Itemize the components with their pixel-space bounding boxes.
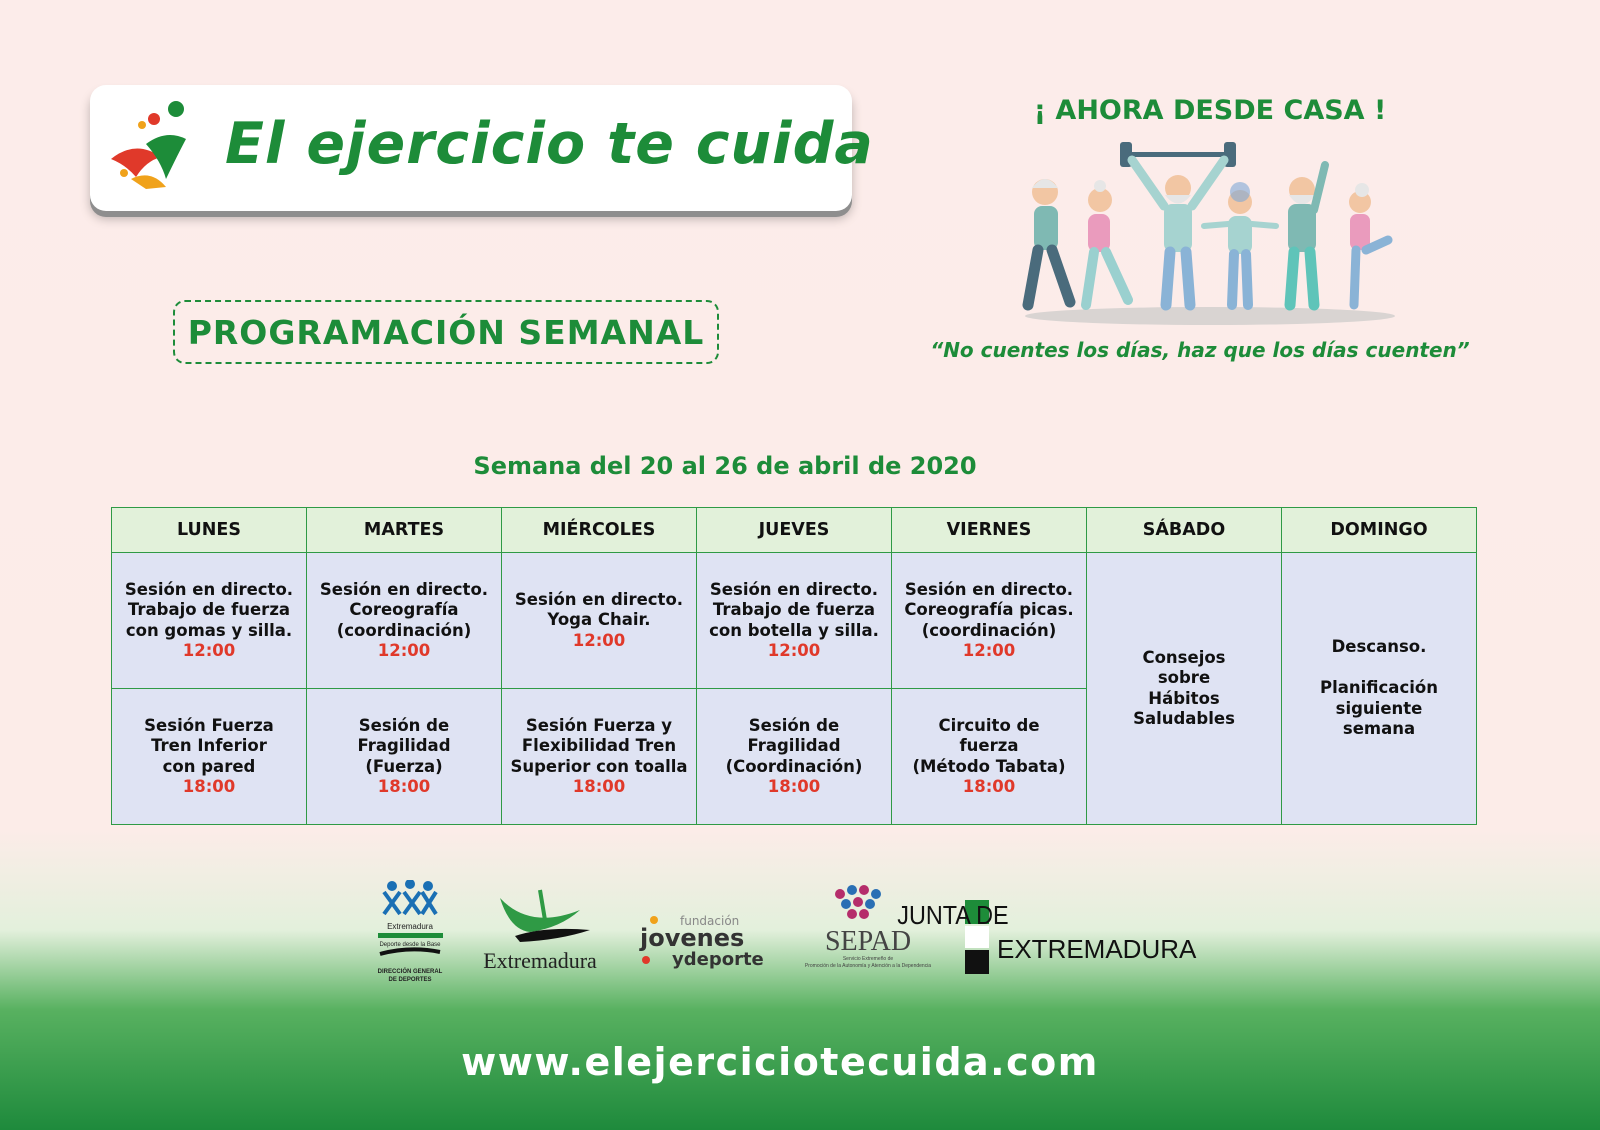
session-line: (Coordinación) — [725, 756, 863, 776]
week-label-text: Semana del 20 al 26 de abril de 2020 — [473, 452, 977, 480]
section-heading: PROGRAMACIÓN SEMANAL — [173, 300, 719, 364]
logo-text: fundación — [680, 914, 740, 928]
logo-text: jovenes — [640, 924, 745, 952]
fundacion-jovenes-logo — [639, 914, 764, 970]
session-line: Circuito de — [938, 715, 1040, 735]
session-time: 18:00 — [767, 777, 821, 796]
session-line: (Método Tabata) — [912, 756, 1066, 776]
session-line: sobre — [1157, 668, 1211, 687]
session-line — [1288, 658, 1470, 679]
session-time: 18:00 — [377, 777, 431, 796]
week-label — [0, 452, 1450, 480]
session-cell — [112, 553, 307, 689]
logo-text: Extremadura — [387, 922, 433, 931]
session-cell — [892, 689, 1087, 825]
session-line: Flexibilidad Tren — [521, 736, 677, 755]
session-cell — [502, 553, 697, 689]
day-header-thursday: JUEVES — [697, 508, 892, 553]
session-time: 12:00 — [962, 641, 1016, 660]
motivational-quote: “No cuentes los días, haz que los días cuenten” — [930, 338, 1470, 362]
session-line: Hábitos — [1148, 688, 1220, 708]
session-line: Sesión Fuerza y — [525, 715, 673, 735]
seniors-exercising-illustration — [1020, 140, 1406, 330]
session-line: (Fuerza) — [365, 756, 443, 776]
session-line: Fragilidad — [357, 736, 451, 755]
session-time: 18:00 — [962, 777, 1016, 796]
logo-text: Deporte desde la Base — [379, 942, 441, 948]
session-cell — [892, 553, 1087, 689]
day-header-sunday: DOMINGO — [1282, 508, 1477, 553]
session-line: Planificación — [1320, 678, 1438, 698]
logo-text: DE DEPORTES — [388, 977, 432, 983]
brand-logo-icon — [106, 99, 196, 199]
table-row — [112, 553, 1477, 689]
session-line: Yoga Chair. — [547, 610, 651, 630]
sponsor-logos — [0, 880, 1600, 990]
day-header-saturday: SÁBADO — [1087, 508, 1282, 553]
session-cell — [307, 689, 502, 825]
logo-text: JUNTA DE — [897, 901, 1009, 931]
session-cell — [502, 689, 697, 825]
session-line: (coordinación) — [921, 620, 1057, 640]
logo-text: Promoción de la Autonomía y Atención a la Dependencia — [804, 963, 932, 969]
logo-text: Servicio Extremeño de — [842, 956, 894, 962]
session-line: Sesión en directo. — [514, 589, 684, 609]
session-line: con pared — [162, 756, 256, 776]
session-line: Sesión de — [748, 715, 840, 735]
session-cell — [112, 689, 307, 825]
junta-extremadura-logo — [897, 900, 1197, 974]
session-line: Coreografía — [349, 600, 459, 619]
table-header-row — [112, 508, 1477, 553]
extremadura-logo — [483, 890, 597, 973]
extremadura-deporte-logo — [378, 880, 443, 983]
session-time: 12:00 — [767, 641, 821, 660]
website-url[interactable]: www.elejerciciotecuida.com — [461, 1040, 1099, 1084]
session-line: Sesión Fuerza — [144, 715, 274, 735]
session-line: con botella y silla. — [709, 620, 879, 640]
session-line: (coordinación) — [336, 620, 472, 640]
session-line: Trabajo de fuerza — [127, 600, 291, 619]
session-line: fuerza — [959, 736, 1019, 755]
page-title: El ejercicio te cuida — [225, 111, 874, 177]
logo-text: EXTREMADURA — [997, 934, 1197, 964]
session-line: Sesión de — [358, 715, 450, 735]
title-card — [90, 85, 874, 211]
day-header-monday: LUNES — [112, 508, 307, 553]
session-line: con gomas y silla. — [125, 620, 293, 640]
day-header-tuesday: MARTES — [307, 508, 502, 553]
session-cell — [697, 689, 892, 825]
session-line: Tren Inferior — [151, 736, 267, 755]
session-time: 12:00 — [377, 641, 431, 660]
logo-text: SEPAD — [824, 926, 912, 957]
session-line: Consejos — [1142, 647, 1226, 667]
session-line: Fragilidad — [747, 736, 841, 755]
logo-text: DIRECCIÓN GENERAL — [377, 969, 443, 975]
session-time: 12:00 — [182, 641, 236, 660]
session-line: Sesión en directo. — [124, 579, 294, 599]
session-line: Descanso. — [1331, 637, 1427, 657]
session-time: 18:00 — [572, 777, 626, 796]
weekly-schedule-table — [111, 507, 1477, 825]
day-header-friday: VIERNES — [892, 508, 1087, 553]
session-line: Sesión en directo. — [904, 579, 1074, 599]
session-line: Sesión en directo. — [709, 579, 879, 599]
saturday-cell — [1087, 553, 1282, 825]
logo-text: Extremadura — [483, 948, 597, 973]
session-time: 12:00 — [572, 630, 626, 650]
day-header-wednesday: MIÉRCOLES — [502, 508, 697, 553]
session-time: 18:00 — [182, 777, 236, 796]
session-cell — [307, 553, 502, 689]
sunday-cell — [1282, 553, 1477, 825]
session-line: semana — [1342, 719, 1416, 739]
session-line: Sesión en directo. — [319, 579, 489, 599]
logo-text: ydeporte — [672, 949, 764, 970]
session-line: Trabajo de fuerza — [712, 600, 876, 619]
session-line: Saludables — [1133, 709, 1235, 728]
tagline: ¡ AHORA DESDE CASA ! — [1033, 95, 1387, 126]
session-cell — [697, 553, 892, 689]
session-line: siguiente — [1335, 698, 1423, 718]
session-line: Superior con toalla — [510, 756, 688, 776]
session-line: Coreografía picas. — [904, 600, 1074, 619]
